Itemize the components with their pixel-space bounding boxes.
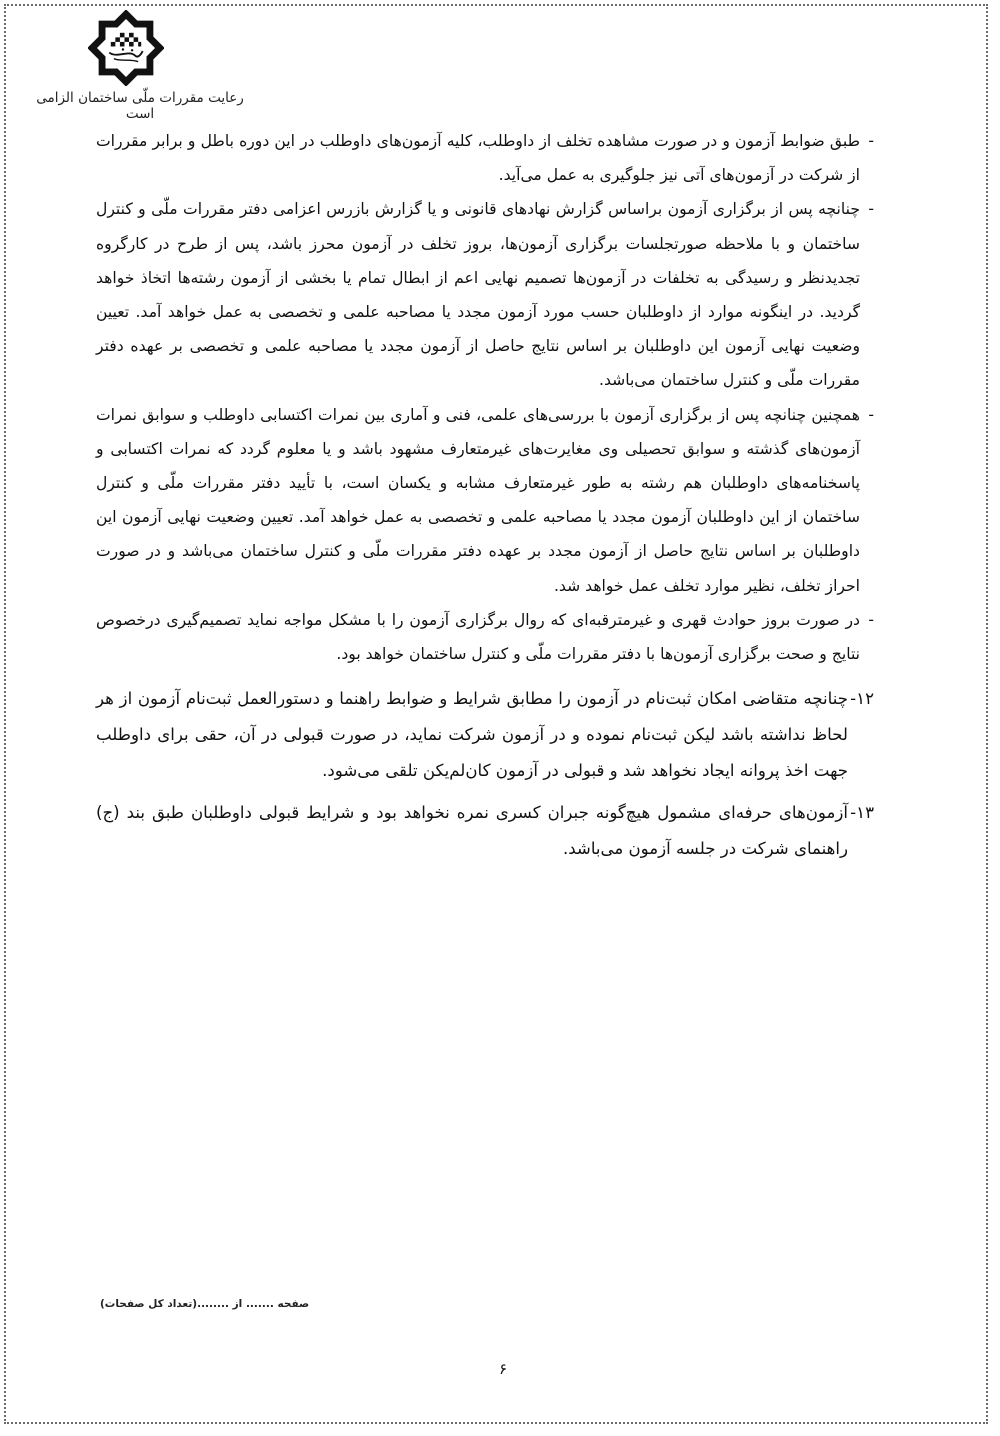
bullet-dash: - (868, 200, 874, 219)
numbered-item-text: آزمون‌های حرفه‌ای مشمول هیچ‌گونه جبران کسری نمره نخواهد بود و شرایط قبولی داوطلبان طبق بند (ج) راهنمای شرکت در جلسه آزمون می‌باشد. (96, 803, 848, 859)
bullet-item (96, 398, 874, 603)
numbered-item-text: چنانچه متقاضی امکان ثبت‌نام در آزمون را مطابق شرایط و ضوابط راهنما و دستورالعمل ثبت‌نام آزمون از هر لحاظ نداشته باشد لیکن ثبت‌نام نموده و در آزمون شرکت نماید، در صورت قبولی در آن، حقی برای داوطلب جهت اخذ پروانه ایجاد نخواهد شد و قبولی در آزمون کان‌لم‌یکن تلقی می‌شود. (96, 689, 848, 781)
star-seal-logo-icon (88, 10, 164, 86)
item-number: ۱۲- (850, 689, 874, 709)
page-number: ۶ (498, 1360, 508, 1378)
bullet-dash: - (868, 610, 874, 629)
bullet-dash: - (868, 405, 874, 424)
header-caption: رعایت مقررات ملّی ساختمان الزامی است (36, 90, 244, 122)
numbered-item-13 (96, 795, 874, 867)
bullet-text: همچنین چنانچه پس از برگزاری آزمون با بررسی‌های علمی، فنی و آماری بین نمرات اکتسابی داوطلب و سوابق نمرات آزمون‌های گذشته و سوابق تحصیلی وی مغایرت‌های غیرمتعارف مشهود باشد و یا معلوم گردد که نمرات اکتسابی و پاسخنامه‌های داوطلبان هم رشته به طور غیرمتعارف مشابه و یکسان است، با تأیید دفتر مقررات ملّی و کنترل ساختمان از این داوطلبان آزمون مجدد یا مصاحبه علمی و تخصصی به عمل خواهد آمد. تعیین وضعیت نهایی آزمون این داوطلبان بر اساس نتایج حاصل از آزمون مجدد بر عهده دفتر مقررات ملّی و کنترل ساختمان می‌باشد و در صورت احراز تخلف، نظیر موارد تخلف عمل خواهد شد. (96, 405, 860, 595)
page-count-field: صفحه ....... از ........(تعداد کل صفحات) (100, 1298, 310, 1310)
bullet-item (96, 603, 874, 671)
document-body (96, 124, 874, 867)
bullet-text: چنانچه پس از برگزاری آزمون براساس گزارش نهادهای قانونی و یا گزارش بازرس اعزامی دفتر مقررات ملّی و کنترل ساختمان و با ملاحظه صورتجلسات برگزاری آزمون‌ها، بروز تخلف در آزمون محرز باشد، پس از طرح در کارگروه تجدیدنظر و رسیدگی به تخلفات در آزمون‌ها تصمیم نهایی اعم از ابطال تمام یا بخشی از آزمون رشته‌ها اتخاذ خواهد گردید. در اینگونه موارد از داوطلبان حسب مورد آزمون مجدد یا مصاحبه علمی و تخصصی به عمل خواهد آمد. تعیین وضعیت نهایی آزمون این داوطلبان بر اساس نتایج حاصل از آزمون مجدد یا مصاحبه علمی و تخصصی بر عهده دفتر مقررات ملّی و کنترل ساختمان می‌باشد. (96, 200, 860, 390)
bullet-text: در صورت بروز حوادث قهری و غیرمترقبه‌ای که روال برگزاری آزمون را با مشکل مواجه نماید تصمیم‌گیری درخصوص نتایج و صحت برگزاری آزمون‌ها با دفتر مقررات ملّی و کنترل ساختمان خواهد بود. (96, 610, 860, 664)
bullet-text: طبق ضوابط آزمون و در صورت مشاهده تخلف از داوطلب، کلیه آزمون‌های داوطلب در این دوره باطل و برابر مقررات از شرکت در آزمون‌های آتی نیز جلوگیری به عمل می‌آید. (96, 132, 860, 185)
numbered-item-12 (96, 681, 874, 789)
bullet-item (96, 124, 874, 192)
bullet-dash: - (868, 132, 874, 150)
item-number: ۱۳- (850, 803, 874, 823)
bullet-item (96, 192, 874, 397)
